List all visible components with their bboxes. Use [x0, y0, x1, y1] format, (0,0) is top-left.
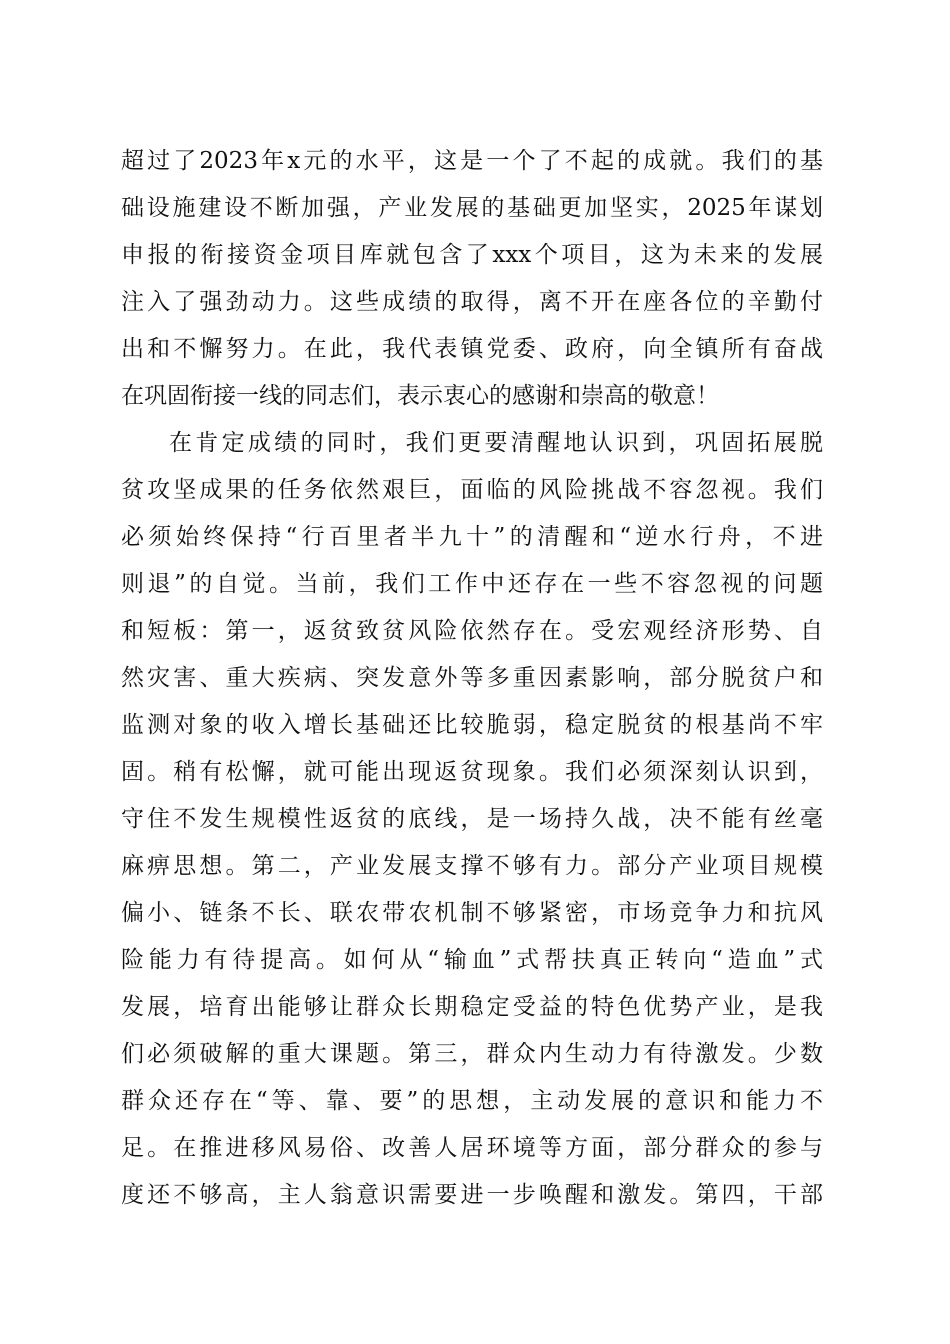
text-line: 在肯定成绩的同时，我们更要清醒地认识到，巩固拓展脱 — [169, 430, 823, 456]
text-line: 度还不够高，主人翁意识需要进一步唤醒和激发。第四，干部 — [121, 1182, 823, 1208]
text-line: 守住不发生规模性返贫的底线，是一场持久战，决不能有丝毫 — [121, 806, 823, 832]
text-line: 础设施建设不断加强，产业发展的基础更加坚实，2025年谋划 — [121, 195, 823, 221]
text-line: 超过了2023年x元的水平，这是一个了不起的成就。我们的基 — [121, 148, 823, 174]
text-line: 足。在推进移风易俗、改善人居环境等方面，部分群众的参与 — [121, 1135, 823, 1161]
text-line: 发展，培育出能够让群众长期稳定受益的特色优势产业，是我 — [121, 994, 823, 1020]
text-line: 申报的衔接资金项目库就包含了xxx个项目，这为未来的发展 — [121, 242, 823, 268]
text-line: 麻痹思想。第二，产业发展支撑不够有力。部分产业项目规模 — [121, 853, 823, 879]
text-line: 险能力有待提高。如何从“输血”式帮扶真正转向“造血”式 — [121, 947, 823, 973]
document-page — [121, 138, 823, 1219]
text-line: 贫攻坚成果的任务依然艰巨，面临的风险挑战不容忽视。我们 — [121, 477, 823, 503]
text-line: 和短板：第一，返贫致贫风险依然存在。受宏观经济形势、自 — [121, 618, 823, 644]
paragraph-2 — [121, 420, 823, 1219]
text-line: 则退”的自觉。当前，我们工作中还存在一些不容忽视的问题 — [121, 571, 823, 597]
text-line: 们必须破解的重大课题。第三，群众内生动力有待激发。少数 — [121, 1041, 823, 1067]
text-line: 固。稍有松懈，就可能出现返贫现象。我们必须深刻认识到， — [121, 759, 823, 785]
text-line: 群众还存在“等、靠、要”的思想，主动发展的意识和能力不 — [121, 1088, 823, 1114]
paragraph-1 — [121, 138, 823, 420]
text-line: 必须始终保持“行百里者半九十”的清醒和“逆水行舟，不进 — [121, 524, 823, 550]
text-line: 监测对象的收入增长基础还比较脆弱，稳定脱贫的根基尚不牢 — [121, 712, 823, 738]
text-line: 在巩固衔接一线的同志们，表示衷心的感谢和崇高的敬意！ — [121, 383, 719, 409]
text-line: 然灾害、重大疾病、突发意外等多重因素影响，部分脱贫户和 — [121, 665, 823, 691]
text-line: 注入了强劲动力。这些成绩的取得，离不开在座各位的辛勤付 — [121, 289, 823, 315]
text-line: 出和不懈努力。在此，我代表镇党委、政府，向全镇所有奋战 — [121, 336, 823, 362]
text-line: 偏小、链条不长、联农带农机制不够紧密，市场竞争力和抗风 — [121, 900, 823, 926]
